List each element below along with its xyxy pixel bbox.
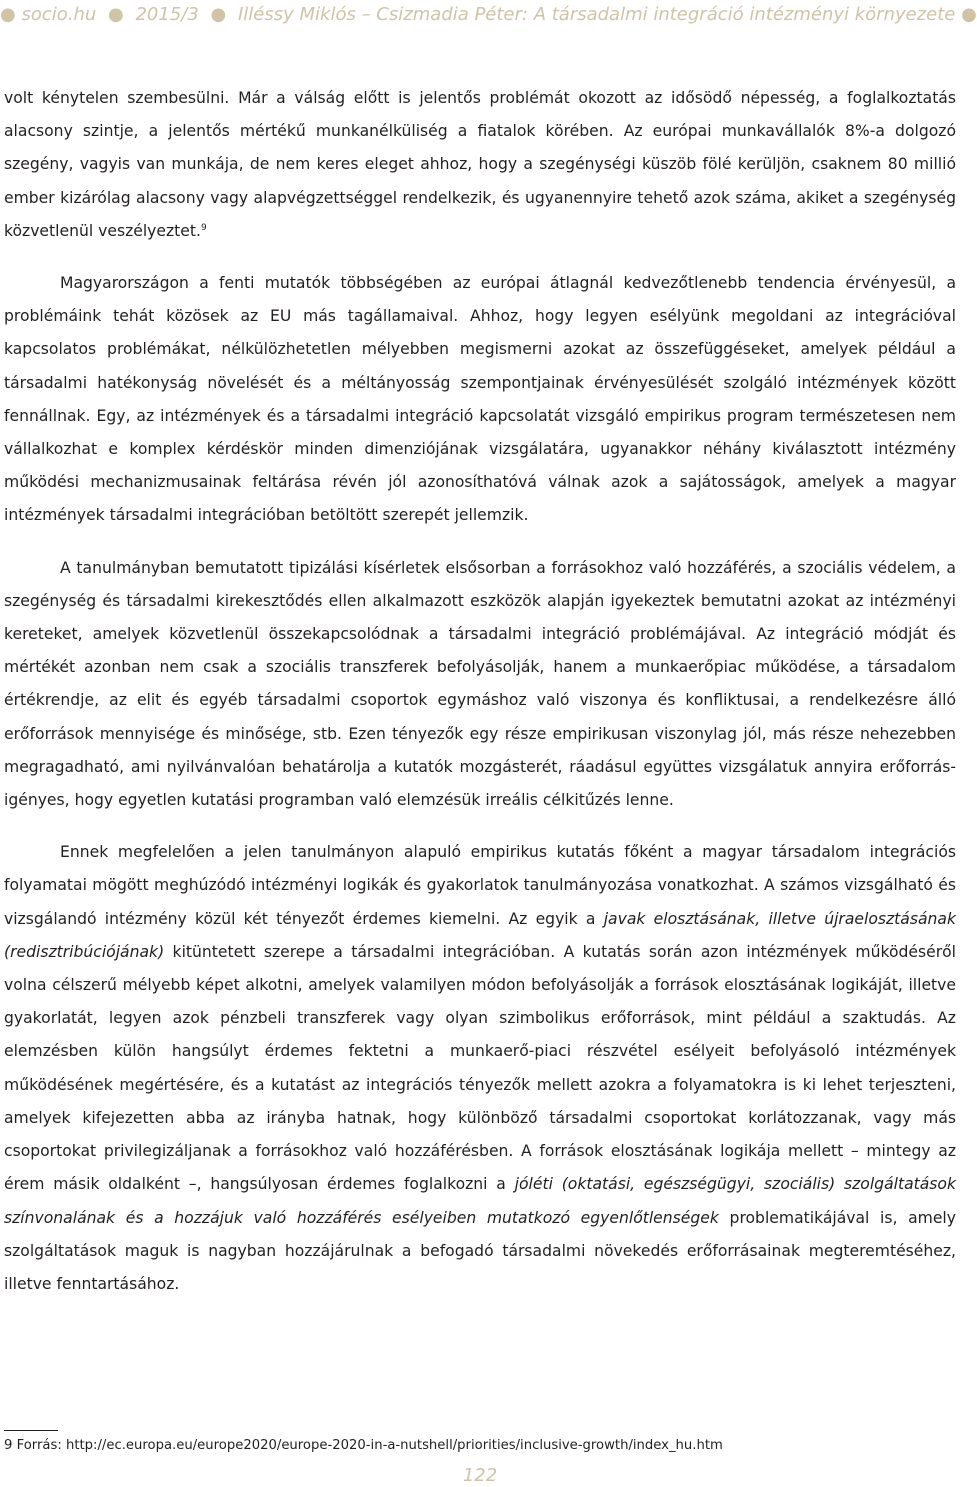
- header-separator-dot: ●: [210, 4, 227, 25]
- header-bullet-right: ●: [961, 4, 977, 25]
- footnote-ref[interactable]: 9: [200, 222, 207, 233]
- running-header: [0, 4, 977, 25]
- footnote-divider: [4, 1430, 58, 1431]
- header-issue: 2015/3: [135, 4, 199, 25]
- text-run: Ennek megfelelően a jelen tanulmányon alapuló empirikus kutatás főként a magyar társadalom integrációs folyamatai mögött meghúzódó intézményi logikák és gyakorlatok tanulmányozása vonatkozhat. A számos vizsgálható és vizsgálandó intézmény közül két tényezőt érdemes kiemelni. Az egyik a: [4, 843, 956, 928]
- header-bullet-left: ●: [0, 4, 16, 25]
- header-separator-dot: ●: [108, 4, 124, 25]
- paragraph-4: [4, 836, 956, 1301]
- page-number: 122: [462, 1465, 498, 1486]
- paragraph-3: [4, 552, 956, 818]
- article-body: [4, 82, 956, 1301]
- emphasis-text: jóléti (oktatási, egészségügyi, szociális) szolgáltatások színvonalának és a hozzájuk való hozzáférés esélyeiben mutatkozó egyenlőtlenségek: [4, 1175, 956, 1227]
- emphasis-text: javak elosztásának, illetve újraelosztásának (redisztribúciójának): [4, 909, 956, 961]
- paragraph-1: [4, 82, 956, 248]
- header-site-link[interactable]: socio.hu: [21, 4, 97, 25]
- footnote: [4, 1437, 723, 1455]
- text-run: kitüntetett szerepe a társadalmi integrációban. A kutatás során azon intézmények működéséről volna célszerű mélyebb képet alkotni, amelyek valamilyen módon befolyásolják a források elosztásának logikáját, illetve gyakorlatát, legyen azok pénzbeli transzferek vagy olyan szimbolikus erőforrások, mint például a szaktudás. Az elemzésben külön hangsúlyt érdemes fektetni a munkaerő-piaci részvétel esélyeit befolyásoló intézmények működésének megértésére, és a kutatást az integrációs tényezők mellett azokra a folyamatokra is ki lehet terjeszteni, amelyek kifejezetten abba az irányba hatnak, hogy különböző társadalmi csoportokat korlátozzanak, vagy más csoportokat privilegizáljanak a forrásokhoz való hozzáférésben. A források elosztásának logikája mellett – mintegy az érem másik oldalként –, hangsúlyosan érdemes foglalkozni a: [4, 942, 956, 1194]
- footnote-text[interactable]: Forrás: http://ec.europa.eu/europe2020/europe-2020-in-a-nutshell/priorities/inclusive-growth/index_hu.htm: [16, 1438, 723, 1453]
- text-run: Magyarországon a fenti mutatók többségében az európai átlagnál kedvezőtlenebb tendencia érvényesül, a problémáink tehát közösek az EU más tagállamaival. Ahhoz, hogy legyen esélyünk megoldani az integrációval kapcsolatos problémákat, nélkülözhetetlen mélyebben megismerni azokat az összefüggéseket, amelyek például a társadalmi hatékonyság növelését és a méltányosság szempontjainak érvényesülését szolgáló intézmények között fennállnak. Egy, az intézmények és a társadalmi integráció kapcsolatát vizsgáló empirikus program természetesen nem vállalkozhat e komplex kérdéskör minden dimenziójának vizsgálatára, ugyanakkor néhány kiválasztott intézmény működési mechanizmusainak feltárása révén jól azonosíthatóvá válnak azok a sajátosságok, amelyek a magyar intézmények társadalmi integrációban betöltött szerepét jellemzik.: [4, 274, 956, 525]
- header-article-title: Illéssy Miklós – Csizmadia Péter: A társadalmi integráció intézményi környezete: [238, 4, 956, 25]
- text-run: problematikájával is, amely szolgáltatások maguk is nagyban hozzájárulnak a befogadó társadalmi növekedés erőforrásainak megteremtéséhez, illetve fenntartásához.: [4, 1208, 956, 1293]
- text-run: volt kénytelen szembesülni. Már a válság előtt is jelentős problémát okozott az idősödő népesség, a foglalkoztatás alacsony szintje, a jelentős mértékű munkanélküliség a fiatalok körében. Az európai munkavállalók 8%-a dolgozó szegény, vagyis van munkája, de nem keres eleget ahhoz, hogy a szegénységi küszöb fölé kerüljön, csaknem 80 millió ember kizárólag alacsony vagy alapvégzettséggel rendelkezik, és ugyanennyire tehető azok száma, akiket a szegénység közvetlenül veszélyeztet.: [4, 89, 956, 240]
- paragraph-2: [4, 267, 956, 533]
- text-run: A tanulmányban bemutatott tipizálási kísérletek elsősorban a forrásokhoz való hozzáférés, a szociális védelem, a szegénység és társadalmi kirekesztődés ellen alkalmazott eszközök alapján igyekeztek bemutatni azokat az intézményi kereteket, amelyek közvetlenül összekapcsolódnak a társadalmi integráció problémájával. Az integráció módját és mértékét azonban nem csak a szociális transzferek befolyásolják, hanem a munkaerőpiac működése, a társadalom értékrendje, az elit és egyéb társadalmi csoportok egymáshoz való viszonya és konfliktusai, a rendelkezésre álló erőforrások mennyisége és minősége, stb. Ezen tényezők egy része empirikusan viszonylag jól, más része nehezebben megragadható, ami nyilvánvalóan behatárolja a kutatók mozgásterét, ráadásul együttes vizsgálatuk annyira erőforrás-igényes, hogy egyetlen kutatási programban való elemzésük irreális célkitűzés lenne.: [4, 558, 956, 810]
- footnote-number: 9: [4, 1438, 13, 1453]
